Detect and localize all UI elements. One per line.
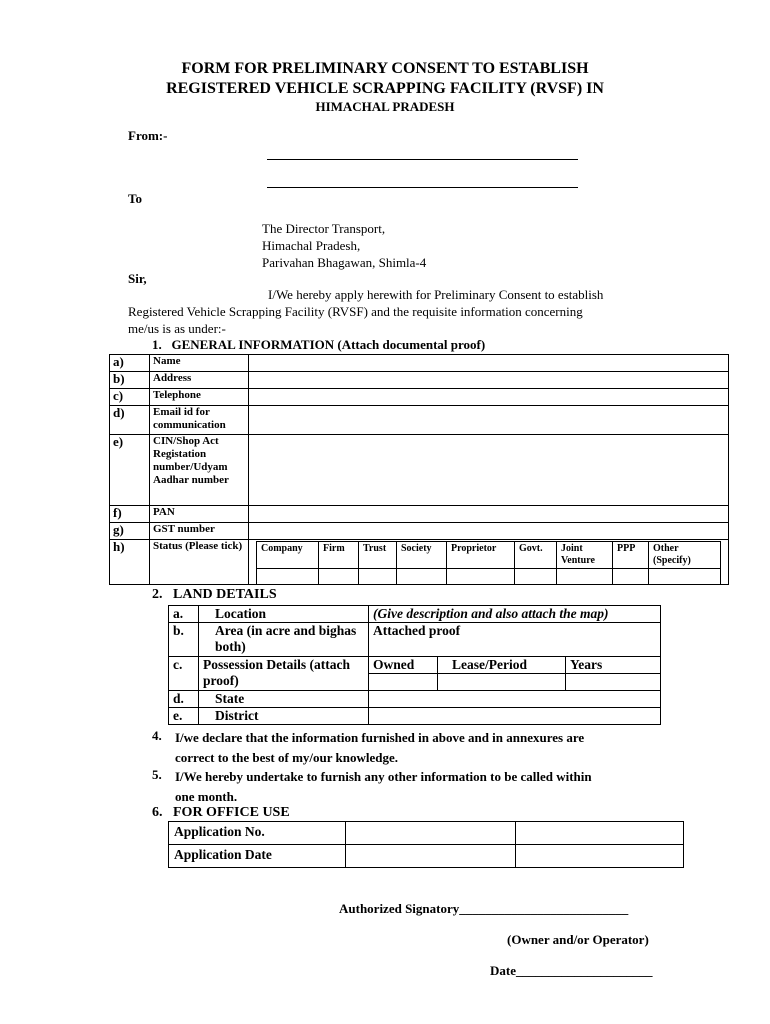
gst-input[interactable] <box>249 523 729 540</box>
authorized-signatory[interactable]: Authorized Signatory__________________________ <box>339 901 629 916</box>
table-row <box>257 542 721 569</box>
table-row <box>169 623 661 657</box>
table-row <box>169 822 684 845</box>
table-row <box>110 523 729 540</box>
table-row <box>169 845 684 868</box>
state-input[interactable] <box>369 691 661 708</box>
field-label-telephone: Telephone <box>150 389 249 406</box>
office-use-table <box>168 821 684 868</box>
field-label-name: Name <box>150 355 249 372</box>
status-option-other: Other (Specify) <box>649 542 721 569</box>
date-field[interactable]: Date_____________________ <box>490 963 653 978</box>
location-label: Location <box>199 606 369 623</box>
name-input[interactable] <box>249 355 729 372</box>
table-row <box>110 372 729 389</box>
tick-box-society[interactable] <box>397 569 447 585</box>
owned-input[interactable] <box>369 674 438 691</box>
form-title-line2: REGISTERED VEHICLE SCRAPPING FACILITY (RVSF) IN <box>166 80 604 97</box>
field-label-status: Status (Please tick) <box>150 540 249 585</box>
undertaking-line-2: one month. <box>175 789 238 804</box>
status-option-society: Society <box>397 542 447 569</box>
land-letter: d. <box>169 691 199 708</box>
application-no-input[interactable] <box>346 822 516 845</box>
land-letter: a. <box>169 606 199 623</box>
table-row <box>110 506 729 523</box>
field-label-address: Address <box>150 372 249 389</box>
recipient-address <box>262 220 426 271</box>
tick-box-firm[interactable] <box>319 569 359 585</box>
application-no-label: Application No. <box>169 822 346 845</box>
status-option-company: Company <box>257 542 319 569</box>
tick-box-joint-venture[interactable] <box>557 569 613 585</box>
possession-label: Possession Details (attach proof) <box>199 657 369 691</box>
district-input[interactable] <box>369 708 661 725</box>
telephone-input[interactable] <box>249 389 729 406</box>
to-label: To <box>128 191 142 206</box>
land-letter: e. <box>169 708 199 725</box>
tick-box-trust[interactable] <box>359 569 397 585</box>
status-option-joint-venture: Joint Venture <box>557 542 613 569</box>
field-label-email: Email id for communication <box>150 406 249 435</box>
application-date-label: Application Date <box>169 845 346 868</box>
land-details-table <box>168 605 661 725</box>
from-blank-line-1[interactable] <box>267 159 578 160</box>
section1-heading: 1. GENERAL INFORMATION (Attach documental proof) <box>152 337 486 352</box>
salutation: Sir, <box>128 271 147 286</box>
row-letter: f) <box>110 506 150 523</box>
area-note[interactable]: Attached proof <box>369 623 661 657</box>
row-letter: b) <box>110 372 150 389</box>
application-date-extra[interactable] <box>516 845 684 868</box>
table-row <box>110 355 729 372</box>
table-row <box>110 389 729 406</box>
state-label: State <box>199 691 369 708</box>
area-label: Area (in acre and bighas both) <box>199 623 369 657</box>
table-row <box>169 708 661 725</box>
table-row <box>169 606 661 623</box>
cin-input[interactable] <box>249 435 729 506</box>
row-letter: c) <box>110 389 150 406</box>
field-label-cin: CIN/Shop Act Registation number/Udyam Aadhar number <box>150 435 249 506</box>
table-row <box>257 569 721 585</box>
intro-line-2: Registered Vehicle Scrapping Facility (RVSF) and the requisite information concerning <box>128 304 583 319</box>
row-letter: e) <box>110 435 150 506</box>
status-option-firm: Firm <box>319 542 359 569</box>
years-input[interactable] <box>566 674 661 691</box>
pan-input[interactable] <box>249 506 729 523</box>
intro-line-3: me/us is as under:- <box>128 321 226 336</box>
table-row <box>110 406 729 435</box>
from-blank-line-2[interactable] <box>267 187 578 188</box>
section2-heading: 2. LAND DETAILS <box>152 587 277 602</box>
row-letter: a) <box>110 355 150 372</box>
district-label: District <box>199 708 369 725</box>
tick-box-company[interactable] <box>257 569 319 585</box>
table-row <box>110 435 729 506</box>
address-line-3: Parivahan Bhagawan, Shimla-4 <box>262 255 427 270</box>
tick-box-other[interactable] <box>649 569 721 585</box>
tick-box-ppp[interactable] <box>613 569 649 585</box>
form-title-line3: HIMACHAL PRADESH <box>315 99 455 114</box>
table-row <box>169 691 661 708</box>
years-header: Years <box>566 657 661 674</box>
undertaking-line-1: I/We hereby undertake to furnish any other information to be called within <box>175 769 592 784</box>
table-row <box>169 657 661 674</box>
declaration-line-2: correct to the best of my/our knowledge. <box>175 750 399 765</box>
intro-line-1: I/We hereby apply herewith for Preliminary Consent to establish <box>268 287 604 302</box>
status-option-ppp: PPP <box>613 542 649 569</box>
item4-number: 4. <box>152 728 162 743</box>
item5-number: 5. <box>152 767 162 782</box>
field-label-pan: PAN <box>150 506 249 523</box>
land-letter: c. <box>169 657 199 691</box>
section6-heading: 6. FOR OFFICE USE <box>152 805 290 820</box>
lease-input[interactable] <box>438 674 566 691</box>
declaration-text <box>175 728 584 768</box>
address-line-1: The Director Transport, <box>262 221 386 236</box>
land-letter: b. <box>169 623 199 657</box>
from-label: From:- <box>128 128 168 143</box>
row-letter: g) <box>110 523 150 540</box>
tick-box-govt[interactable] <box>515 569 557 585</box>
application-date-input[interactable] <box>346 845 516 868</box>
email-input[interactable] <box>249 406 729 435</box>
status-option-trust: Trust <box>359 542 397 569</box>
tick-box-proprietor[interactable] <box>447 569 515 585</box>
status-option-govt: Govt. <box>515 542 557 569</box>
application-no-extra[interactable] <box>516 822 684 845</box>
row-letter: h) <box>110 540 150 585</box>
declaration-line-1: I/we declare that the information furnished in above and in annexures are <box>175 730 585 745</box>
field-label-gst: GST number <box>150 523 249 540</box>
status-option-proprietor: Proprietor <box>447 542 515 569</box>
row-letter: d) <box>110 406 150 435</box>
address-input[interactable] <box>249 372 729 389</box>
address-line-2: Himachal Pradesh, <box>262 238 361 253</box>
location-note[interactable]: (Give description and also attach the map) <box>369 606 661 623</box>
lease-header: Lease/Period <box>438 657 566 674</box>
undertaking-text <box>175 767 592 807</box>
status-options-table <box>256 541 721 585</box>
form-title-line1: FORM FOR PRELIMINARY CONSENT TO ESTABLISH <box>181 60 589 77</box>
owned-header: Owned <box>369 657 438 674</box>
owner-operator-label: (Owner and/or Operator) <box>507 932 649 947</box>
